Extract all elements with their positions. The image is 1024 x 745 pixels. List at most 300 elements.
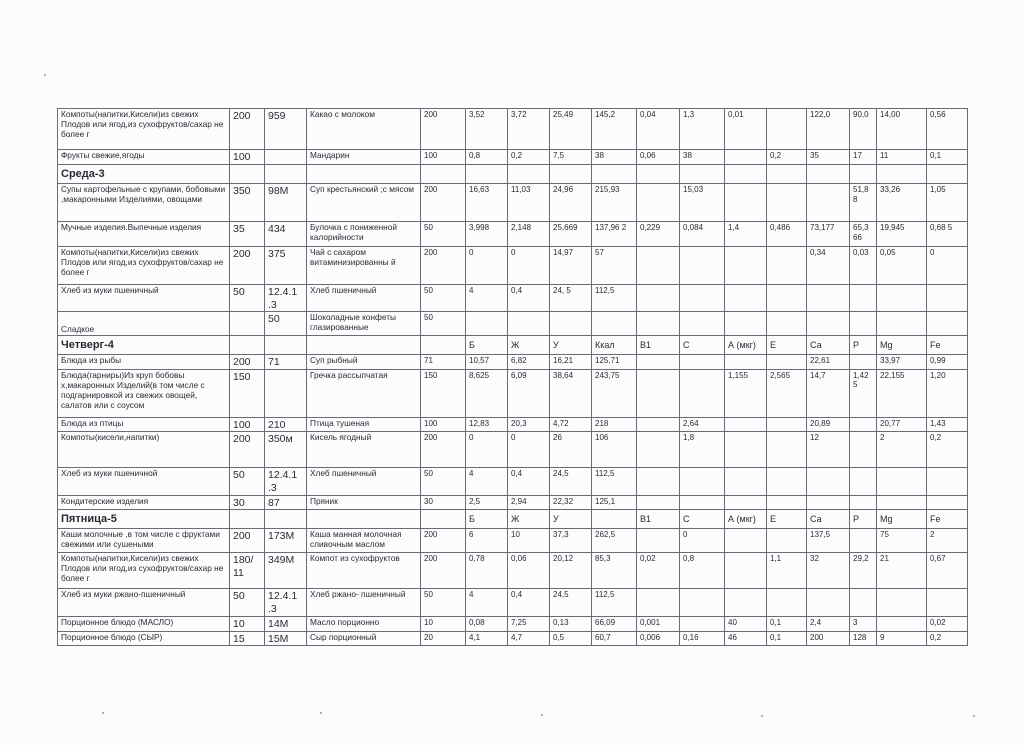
cell-b1 — [637, 184, 680, 222]
column-header-kcal — [592, 510, 637, 529]
column-header-e: Е — [767, 336, 807, 355]
cell-fe: 0,02 — [927, 617, 968, 632]
cell-rec: 98М — [265, 184, 307, 222]
empty-cell — [877, 165, 927, 184]
cell-kcal: 66,09 — [592, 617, 637, 632]
cell-cat: Порционное блюдо (СЫР) — [58, 631, 230, 646]
cell-fe: 0,1 — [927, 150, 968, 165]
empty-cell — [421, 510, 466, 529]
cell-cat: Хлеб из муки пшеничной — [58, 468, 230, 495]
cell-ca: 14,7 — [807, 369, 850, 417]
cell-w: 50 — [421, 468, 466, 495]
cell-rec: 375 — [265, 247, 307, 285]
column-header-mg: Mg — [877, 336, 927, 355]
column-header-u: У — [550, 336, 592, 355]
cell-kcal: 218 — [592, 417, 637, 432]
cell-b: 0 — [466, 247, 508, 285]
cell-u: 24, 5 — [550, 285, 592, 312]
cell-j: 2,94 — [508, 495, 550, 510]
cell-out: 50 — [230, 589, 265, 617]
cell-u: 14,97 — [550, 247, 592, 285]
cell-out — [230, 312, 265, 336]
cell-j: 11,03 — [508, 184, 550, 222]
cell-mg: 20,77 — [877, 417, 927, 432]
cell-b: 0,8 — [466, 150, 508, 165]
cell-p: 17 — [850, 150, 877, 165]
cell-b: 4,1 — [466, 631, 508, 646]
cell-b: 0,08 — [466, 617, 508, 632]
cell-dish: Какао с молоком — [307, 109, 421, 150]
cell-b: 12,83 — [466, 417, 508, 432]
cell-cat: Компоты(напитки,Кисели)из свежих Плодов или ягод,из сухофруктов/сахар не более г — [58, 247, 230, 285]
cell-c: 15,03 — [680, 184, 725, 222]
cell-c: 2,64 — [680, 417, 725, 432]
cell-j: 4,7 — [508, 631, 550, 646]
cell-j: 3,72 — [508, 109, 550, 150]
cell-a — [725, 355, 767, 370]
empty-cell — [265, 336, 307, 355]
cell-b1: 0,06 — [637, 150, 680, 165]
cell-out: 100 — [230, 150, 265, 165]
cell-b: 4 — [466, 285, 508, 312]
cell-b1: 0,006 — [637, 631, 680, 646]
empty-cell — [230, 165, 265, 184]
cell-e — [767, 589, 807, 617]
cell-mg: 75 — [877, 529, 927, 553]
cell-e: 2,565 — [767, 369, 807, 417]
cell-fe — [927, 285, 968, 312]
cell-a — [725, 150, 767, 165]
cell-dish: Чай с сахаром витаминизированны й — [307, 247, 421, 285]
cell-u: 24,96 — [550, 184, 592, 222]
cell-kcal: 262,5 — [592, 529, 637, 553]
cell-rec: 12.4.1 .3 — [265, 589, 307, 617]
empty-cell — [592, 165, 637, 184]
cell-c: 0,8 — [680, 553, 725, 589]
cell-kcal: 125,1 — [592, 495, 637, 510]
nutrition-menu-table — [57, 108, 968, 646]
empty-cell — [307, 336, 421, 355]
cell-cat: Фрукты свежие,ягоды — [58, 150, 230, 165]
cell-dish: Булочка с пониженной калорийности — [307, 222, 421, 247]
cell-rec: 14М — [265, 617, 307, 632]
cell-out: 10 — [230, 617, 265, 632]
cell-u: 0,13 — [550, 617, 592, 632]
cell-ca: 122,0 — [807, 109, 850, 150]
cell-cat: Компоты(напитки,Кисели)из свежих Плодов или ягод,из сухофруктов/сахар не более г — [58, 109, 230, 150]
table-row — [58, 495, 968, 510]
cell-j: 6,82 — [508, 355, 550, 370]
empty-cell — [307, 165, 421, 184]
cell-a: 46 — [725, 631, 767, 646]
cell-ca: 35 — [807, 150, 850, 165]
table-row — [58, 285, 968, 312]
cell-fe: 0,68 5 — [927, 222, 968, 247]
cell-w: 50 — [421, 222, 466, 247]
cell-j: 2,148 — [508, 222, 550, 247]
cell-b — [466, 312, 508, 336]
cell-kcal: 112,5 — [592, 468, 637, 495]
cell-b1: 0,001 — [637, 617, 680, 632]
cell-out: 200 — [230, 109, 265, 150]
cell-mg: 2 — [877, 432, 927, 468]
empty-cell — [550, 165, 592, 184]
empty-cell — [421, 336, 466, 355]
cell-w: 100 — [421, 417, 466, 432]
empty-cell — [850, 165, 877, 184]
empty-cell — [680, 165, 725, 184]
cell-e: 0,1 — [767, 617, 807, 632]
cell-fe: 0,99 — [927, 355, 968, 370]
day-header-row — [58, 336, 968, 355]
cell-u: 4,72 — [550, 417, 592, 432]
cell-cat: Компоты(напитки,Кисели)из свежих Плодов или ягод,из сухофруктов/сахар не более г — [58, 553, 230, 589]
cell-e — [767, 109, 807, 150]
table-row — [58, 184, 968, 222]
cell-dish: Суп крестьянский ;с мясом — [307, 184, 421, 222]
cell-b1 — [637, 432, 680, 468]
column-header-kcal: Ккал — [592, 336, 637, 355]
cell-c: 1,8 — [680, 432, 725, 468]
cell-u: 26 — [550, 432, 592, 468]
cell-ca — [807, 184, 850, 222]
column-header-b: Б — [466, 510, 508, 529]
table-row — [58, 222, 968, 247]
cell-rec: 87 — [265, 495, 307, 510]
cell-dish: Птица тушеная — [307, 417, 421, 432]
cell-rec: 210 — [265, 417, 307, 432]
cell-kcal: 215,93 — [592, 184, 637, 222]
cell-u: 38,64 — [550, 369, 592, 417]
cell-cat: Порционное блюдо (МАСЛО) — [58, 617, 230, 632]
cell-kcal: 243,75 — [592, 369, 637, 417]
cell-cat: Кондитерские изделия — [58, 495, 230, 510]
cell-a — [725, 312, 767, 336]
column-header-b1: В1 — [637, 510, 680, 529]
cell-fe — [927, 589, 968, 617]
cell-cat: Блюда(гарниры)Из круп бобовы х,макаронных Изделий(в том числе с подгарнировкой из свежих овощей, салатов или с соусом — [58, 369, 230, 417]
cell-fe: 0 — [927, 247, 968, 285]
cell-c — [680, 589, 725, 617]
cell-mg: 11 — [877, 150, 927, 165]
cell-kcal: 38 — [592, 150, 637, 165]
cell-fe: 0,56 — [927, 109, 968, 150]
day-title: Пятница-5 — [58, 510, 230, 529]
cell-p — [850, 417, 877, 432]
cell-b1: 0,02 — [637, 553, 680, 589]
cell-dish: Мандарин — [307, 150, 421, 165]
cell-kcal: 85,3 — [592, 553, 637, 589]
day-header-row — [58, 510, 968, 529]
cell-a: 40 — [725, 617, 767, 632]
cell-u: 22,32 — [550, 495, 592, 510]
cell-rec: 15М — [265, 631, 307, 646]
cell-ca — [807, 285, 850, 312]
cell-c: 0,084 — [680, 222, 725, 247]
cell-cat: Блюда из птицы — [58, 417, 230, 432]
cell-w: 50 — [421, 589, 466, 617]
cell-p — [850, 495, 877, 510]
column-header-ca: Са — [807, 510, 850, 529]
cell-b: 6 — [466, 529, 508, 553]
cell-b1 — [637, 355, 680, 370]
cell-ca: 20,89 — [807, 417, 850, 432]
cell-e — [767, 184, 807, 222]
table-row — [58, 468, 968, 495]
cell-w: 200 — [421, 109, 466, 150]
day-title: Четверг-4 — [58, 336, 230, 355]
cell-p: 128 — [850, 631, 877, 646]
cell-p: 29,2 — [850, 553, 877, 589]
cell-e: 0,486 — [767, 222, 807, 247]
cell-a — [725, 468, 767, 495]
cell-mg — [877, 285, 927, 312]
cell-fe: 1,43 — [927, 417, 968, 432]
cell-a — [725, 589, 767, 617]
cell-dish: Сыр порционный — [307, 631, 421, 646]
cell-mg — [877, 312, 927, 336]
cell-p — [850, 312, 877, 336]
cell-j: 10 — [508, 529, 550, 553]
cell-a — [725, 529, 767, 553]
cell-c — [680, 495, 725, 510]
cell-e — [767, 529, 807, 553]
column-header-e: Е — [767, 510, 807, 529]
empty-cell — [307, 510, 421, 529]
cell-mg: 19,945 — [877, 222, 927, 247]
cell-out: 50 — [230, 285, 265, 312]
empty-cell — [725, 165, 767, 184]
cell-u — [550, 312, 592, 336]
column-header-u: У — [550, 510, 592, 529]
cell-j: 0 — [508, 432, 550, 468]
cell-b: 0,78 — [466, 553, 508, 589]
cell-dish: Хлеб ржано- пшеничный — [307, 589, 421, 617]
cell-b1 — [637, 417, 680, 432]
cell-c — [680, 369, 725, 417]
cell-w: 71 — [421, 355, 466, 370]
cell-u: 25,49 — [550, 109, 592, 150]
empty-cell — [230, 336, 265, 355]
cell-b: 3,998 — [466, 222, 508, 247]
cell-kcal: 106 — [592, 432, 637, 468]
cell-b1 — [637, 312, 680, 336]
cell-c: 1,3 — [680, 109, 725, 150]
cell-out: 15 — [230, 631, 265, 646]
column-header-mg: Mg — [877, 510, 927, 529]
cell-j: 0,2 — [508, 150, 550, 165]
cell-rec: 959 — [265, 109, 307, 150]
cell-dish: Масло порционно — [307, 617, 421, 632]
cell-e — [767, 355, 807, 370]
column-header-p: Р — [850, 336, 877, 355]
cell-ca — [807, 589, 850, 617]
table-row — [58, 150, 968, 165]
cell-e — [767, 285, 807, 312]
cell-b1 — [637, 247, 680, 285]
cell-out: 200 — [230, 355, 265, 370]
cell-out: 50 — [230, 468, 265, 495]
cell-w: 30 — [421, 495, 466, 510]
table-row — [58, 529, 968, 553]
cell-rec: 350м — [265, 432, 307, 468]
cell-rec: 173М — [265, 529, 307, 553]
cell-ca — [807, 312, 850, 336]
cell-p — [850, 432, 877, 468]
empty-cell — [508, 165, 550, 184]
cell-w: 200 — [421, 432, 466, 468]
column-header-b1: В1 — [637, 336, 680, 355]
cell-rec: 71 — [265, 355, 307, 370]
cell-cat: Компоты(кисели,напитки) — [58, 432, 230, 468]
cell-j — [508, 312, 550, 336]
cell-b1 — [637, 589, 680, 617]
cell-b1 — [637, 529, 680, 553]
cell-mg: 14,00 — [877, 109, 927, 150]
empty-cell — [637, 165, 680, 184]
cell-p: 0,03 — [850, 247, 877, 285]
cell-kcal: 112,5 — [592, 285, 637, 312]
cell-rec — [265, 369, 307, 417]
cell-dish: Гречка рассыпчатая — [307, 369, 421, 417]
table-row — [58, 617, 968, 632]
column-header-fe: Fe — [927, 336, 968, 355]
cell-w: 200 — [421, 184, 466, 222]
cell-b: 8,625 — [466, 369, 508, 417]
column-header-c: С — [680, 510, 725, 529]
cell-p: 51,8 8 — [850, 184, 877, 222]
table-row — [58, 553, 968, 589]
cell-a — [725, 184, 767, 222]
cell-fe: 2 — [927, 529, 968, 553]
cell-j: 6,09 — [508, 369, 550, 417]
column-header-c: С — [680, 336, 725, 355]
cell-c — [680, 355, 725, 370]
cell-u: 24,5 — [550, 589, 592, 617]
cell-b1 — [637, 495, 680, 510]
cell-b: 10,57 — [466, 355, 508, 370]
cell-cat: Хлеб из муки пшеничный — [58, 285, 230, 312]
cell-p: 1,42 5 — [850, 369, 877, 417]
cell-out: 150 — [230, 369, 265, 417]
cell-w: 150 — [421, 369, 466, 417]
cell-b: 16,63 — [466, 184, 508, 222]
cell-kcal: 145,2 — [592, 109, 637, 150]
cell-p — [850, 468, 877, 495]
cell-dish: Суп рыбный — [307, 355, 421, 370]
empty-cell — [265, 510, 307, 529]
cell-fe — [927, 312, 968, 336]
cell-out: 200 — [230, 529, 265, 553]
cell-j: 20,3 — [508, 417, 550, 432]
cell-c: 0,16 — [680, 631, 725, 646]
cell-w: 50 — [421, 285, 466, 312]
cell-e — [767, 247, 807, 285]
cell-out: 30 — [230, 495, 265, 510]
cell-dish: Хлеб пшеничный — [307, 285, 421, 312]
cell-dish: Шоколадные конфеты глазированные — [307, 312, 421, 336]
cell-c — [680, 468, 725, 495]
column-header-ca: Са — [807, 336, 850, 355]
cell-ca: 137,5 — [807, 529, 850, 553]
cell-e: 0,1 — [767, 631, 807, 646]
cell-a: 0,01 — [725, 109, 767, 150]
cell-e — [767, 432, 807, 468]
cell-mg: 21 — [877, 553, 927, 589]
cell-a — [725, 247, 767, 285]
cell-ca: 12 — [807, 432, 850, 468]
cell-mg: 0,05 — [877, 247, 927, 285]
cell-u: 37,3 — [550, 529, 592, 553]
cell-e: 0,2 — [767, 150, 807, 165]
cell-j: 7,25 — [508, 617, 550, 632]
cell-e — [767, 312, 807, 336]
cell-kcal: 137,96 2 — [592, 222, 637, 247]
cell-rec: 434 — [265, 222, 307, 247]
cell-p: 65,3 66 — [850, 222, 877, 247]
cell-a — [725, 553, 767, 589]
cell-ca: 0,34 — [807, 247, 850, 285]
cell-kcal: 125,71 — [592, 355, 637, 370]
cell-fe: 0,67 — [927, 553, 968, 589]
cell-u: 25,669 — [550, 222, 592, 247]
cell-ca: 200 — [807, 631, 850, 646]
cell-rec: 349М — [265, 553, 307, 589]
column-header-a: А (мкг) — [725, 510, 767, 529]
cell-mg — [877, 468, 927, 495]
cell-w: 10 — [421, 617, 466, 632]
cell-dish: Каша манная молочная сливочным маслом — [307, 529, 421, 553]
cell-kcal: 57 — [592, 247, 637, 285]
cell-out: 100 — [230, 417, 265, 432]
cell-fe: 0,2 — [927, 631, 968, 646]
cell-u: 24,5 — [550, 468, 592, 495]
column-header-fe: Fe — [927, 510, 968, 529]
cell-b1 — [637, 285, 680, 312]
cell-a — [725, 432, 767, 468]
cell-e — [767, 417, 807, 432]
table-row — [58, 247, 968, 285]
cell-a — [725, 495, 767, 510]
cell-j: 0 — [508, 247, 550, 285]
table-row — [58, 631, 968, 646]
empty-cell — [927, 165, 968, 184]
cell-a — [725, 285, 767, 312]
cell-cat: Супы картофельные с крупами, бобовыми ,макаронными Изделиями, овощами — [58, 184, 230, 222]
cell-w: 100 — [421, 150, 466, 165]
cell-c — [680, 617, 725, 632]
cell-dish: Кисель ягодный — [307, 432, 421, 468]
column-header-a: А (мкг) — [725, 336, 767, 355]
cell-a: 1,4 — [725, 222, 767, 247]
cell-fe: 1,05 — [927, 184, 968, 222]
cell-kcal — [592, 312, 637, 336]
empty-cell — [230, 510, 265, 529]
cell-b1: 0,229 — [637, 222, 680, 247]
cell-j: 0,4 — [508, 589, 550, 617]
cell-ca: 2,4 — [807, 617, 850, 632]
cell-c — [680, 285, 725, 312]
cell-j: 0,4 — [508, 285, 550, 312]
table-row — [58, 109, 968, 150]
cell-dish: Хлеб пшеничный — [307, 468, 421, 495]
cell-rec — [265, 150, 307, 165]
cell-dish: Пряник — [307, 495, 421, 510]
cell-fe — [927, 495, 968, 510]
cell-kcal: 112,5 — [592, 589, 637, 617]
empty-cell — [421, 165, 466, 184]
cell-out: 350 — [230, 184, 265, 222]
